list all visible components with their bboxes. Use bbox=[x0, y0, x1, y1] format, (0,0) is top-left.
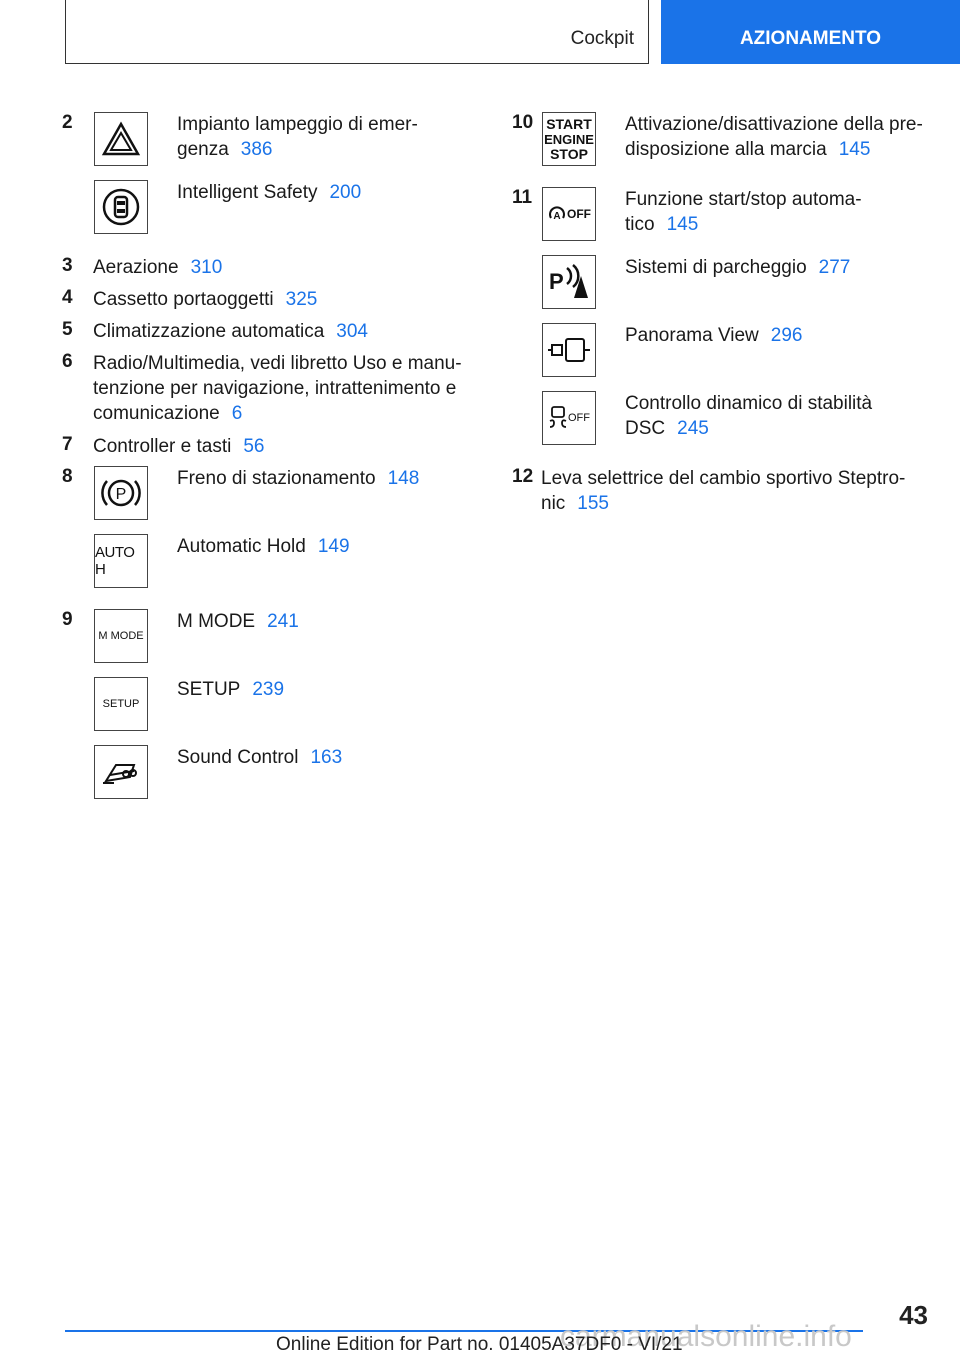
page-reference-link[interactable]: 239 bbox=[252, 679, 285, 700]
page-reference-link[interactable]: 325 bbox=[285, 289, 318, 310]
dsc-off-icon bbox=[542, 391, 596, 445]
entry-text: disposizione alla marcia bbox=[625, 139, 827, 160]
entry-text: SETUP bbox=[177, 679, 241, 700]
hazard-warning-icon bbox=[94, 112, 148, 166]
list-item bbox=[93, 351, 462, 426]
list-item bbox=[93, 255, 222, 280]
item-number: 11 bbox=[512, 187, 533, 208]
icon-label: STOP bbox=[550, 145, 588, 162]
list-item bbox=[93, 287, 317, 312]
entry-text: tenzione per navigazione, intrattenimento e bbox=[93, 378, 457, 399]
start-engine-stop-icon bbox=[542, 112, 596, 166]
page-reference-link[interactable]: 296 bbox=[770, 325, 803, 346]
entry-text: comunicazione bbox=[93, 403, 220, 424]
panorama-view-icon bbox=[542, 323, 596, 377]
chapter-tab bbox=[661, 0, 960, 64]
entry-text: Sistemi di parcheggio bbox=[625, 257, 807, 278]
page-reference-link[interactable]: 149 bbox=[317, 536, 350, 557]
m-mode-icon bbox=[94, 609, 148, 663]
park-distance-control-icon bbox=[542, 255, 596, 309]
entry-panorama-view bbox=[625, 323, 802, 348]
entry-automatic-hold bbox=[177, 534, 350, 559]
page-reference-link[interactable]: 386 bbox=[240, 139, 273, 160]
page-reference-link[interactable]: 200 bbox=[329, 182, 362, 203]
entry-text: nic bbox=[541, 493, 566, 514]
header-frame bbox=[65, 0, 649, 64]
page-reference-link[interactable]: 277 bbox=[818, 257, 851, 278]
entry-text: Intelligent Safety bbox=[177, 182, 318, 203]
entry-text: Controllo dinamico di stabilità bbox=[625, 393, 873, 414]
entry-setup bbox=[177, 677, 284, 702]
entry-text: M MODE bbox=[177, 611, 256, 632]
chapter-title: AZIONAMENTO bbox=[739, 28, 882, 49]
entry-text: Attivazione/disattivazione della pre- bbox=[625, 114, 923, 135]
entry-text: Climatizzazione automatica bbox=[93, 321, 325, 342]
list-item bbox=[93, 319, 368, 344]
entry-text: Leva selettrice del cambio sportivo Steptro- bbox=[541, 468, 906, 489]
item-number: 9 bbox=[62, 609, 73, 630]
icon-label: M MODE bbox=[98, 630, 144, 642]
page-reference-link[interactable]: 56 bbox=[243, 436, 265, 457]
footer-edition: Online Edition for Part no. 01405A37DF0 - VI/21 bbox=[276, 1334, 683, 1355]
icon-label: OFF bbox=[568, 412, 590, 424]
item-number: 3 bbox=[62, 255, 73, 276]
entry-text: Impianto lampeggio di emer- bbox=[177, 114, 418, 135]
entry-sound-control bbox=[177, 745, 342, 770]
icon-label: AUTO H bbox=[95, 544, 135, 578]
entry-text: Freno di stazionamento bbox=[177, 468, 376, 489]
section-title: Cockpit bbox=[570, 28, 634, 49]
auto-start-stop-off-icon bbox=[542, 187, 596, 241]
item-number: 5 bbox=[62, 319, 73, 340]
page-reference-link[interactable]: 145 bbox=[666, 214, 699, 235]
entry-m-mode bbox=[177, 609, 299, 634]
entry-text: Cassetto portaoggetti bbox=[93, 289, 274, 310]
icon-label: START bbox=[546, 115, 592, 132]
entry-text: Sound Control bbox=[177, 747, 299, 768]
page-reference-link[interactable]: 145 bbox=[838, 139, 871, 160]
entry-text: Aerazione bbox=[93, 257, 179, 278]
sound-control-icon bbox=[94, 745, 148, 799]
page-reference-link[interactable]: 310 bbox=[190, 257, 223, 278]
entry-start-engine-stop bbox=[625, 112, 923, 162]
page-reference-link[interactable]: 155 bbox=[577, 493, 609, 514]
page-reference-link[interactable]: 148 bbox=[387, 468, 420, 489]
svg-text:P: P bbox=[115, 486, 127, 503]
entry-hazard-warning bbox=[177, 112, 418, 162]
icon-label: P bbox=[549, 269, 564, 294]
page-reference-link[interactable]: 241 bbox=[267, 611, 299, 632]
entry-auto-start-stop bbox=[625, 187, 862, 237]
page-reference-link[interactable]: 163 bbox=[310, 747, 343, 768]
entry-dsc bbox=[625, 391, 872, 441]
entry-text: Automatic Hold bbox=[177, 536, 306, 557]
icon-label: SETUP bbox=[102, 698, 140, 710]
entry-parking-systems bbox=[625, 255, 850, 280]
entry-text: Funzione start/stop automa- bbox=[625, 189, 862, 210]
page-reference-link[interactable]: 6 bbox=[231, 403, 243, 424]
page-number: 43 bbox=[899, 1300, 928, 1330]
setup-icon bbox=[94, 677, 148, 731]
icon-label: OFF bbox=[567, 207, 591, 221]
entry-text: tico bbox=[625, 214, 655, 235]
page-reference-link[interactable]: 304 bbox=[336, 321, 368, 342]
item-number: 12 bbox=[512, 466, 534, 487]
parking-brake-icon bbox=[94, 466, 148, 520]
list-item bbox=[93, 434, 264, 459]
entry-intelligent-safety bbox=[177, 180, 361, 205]
svg-text:A: A bbox=[553, 211, 561, 222]
page-reference-link[interactable]: 245 bbox=[677, 418, 709, 439]
item-number: 6 bbox=[62, 351, 73, 372]
item-number: 10 bbox=[512, 112, 534, 133]
list-item bbox=[541, 466, 905, 516]
item-number: 4 bbox=[62, 287, 73, 308]
entry-text: Panorama View bbox=[625, 325, 759, 346]
item-number: 7 bbox=[62, 434, 73, 455]
watermark: carmanualsonline.info bbox=[560, 1320, 852, 1353]
entry-text: Controller e tasti bbox=[93, 436, 232, 457]
item-number: 8 bbox=[62, 466, 73, 487]
entry-text: genza bbox=[177, 139, 229, 160]
entry-text: Radio/Multimedia, vedi libretto Uso e manu- bbox=[93, 353, 462, 374]
icon-label: ENGINE bbox=[544, 131, 594, 147]
auto-hold-icon bbox=[94, 534, 148, 588]
item-number: 2 bbox=[62, 112, 73, 133]
intelligent-safety-icon bbox=[94, 180, 148, 234]
entry-text: DSC bbox=[625, 418, 666, 439]
entry-parking-brake bbox=[177, 466, 419, 491]
